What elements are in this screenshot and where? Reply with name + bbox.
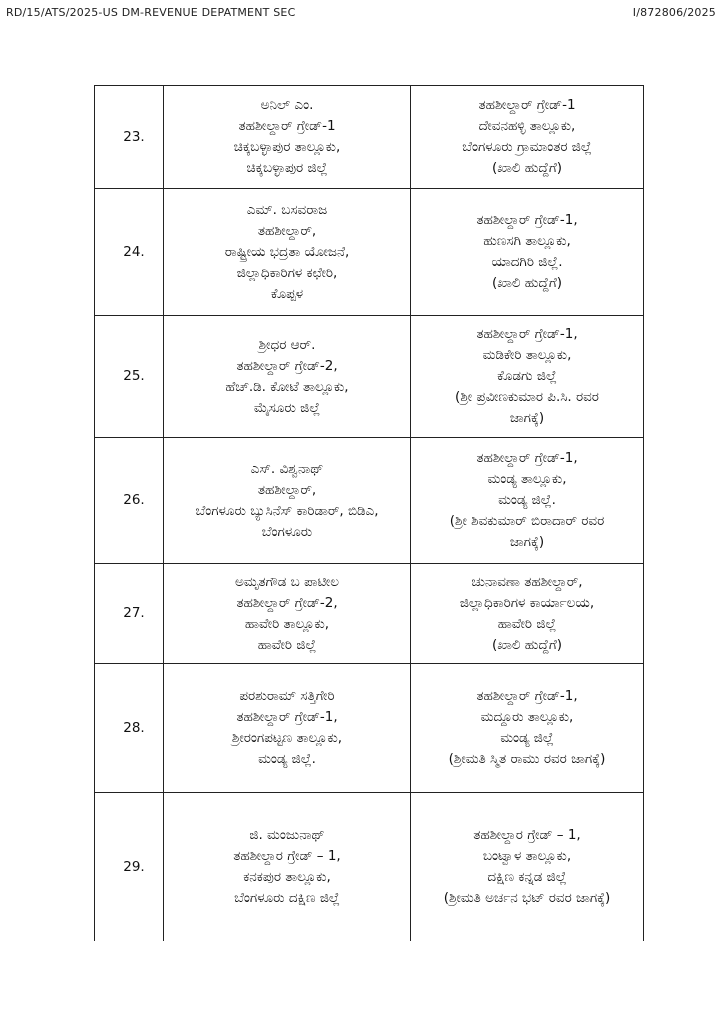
text-line: (ಖಾಲಿ ಹುದ್ದೆಗೆ) — [492, 636, 562, 653]
text-line: (ಖಾಲಿ ಹುದ್ದೆಗೆ) — [492, 160, 562, 176]
text-line: ಬೆಂಗಳೂರು ಗ್ರಾಮಾಂತರ ಜಿಲ್ಲೆ — [462, 139, 592, 155]
new-posting — [411, 189, 644, 316]
serial-number: 28. — [95, 664, 164, 793]
text-line: (ಖಾಲಿ ಹುದ್ದೆಗೆ) — [492, 275, 562, 291]
text-line: (ಶ್ರೀಮತಿ ಸ್ಮಿತ ರಾಮು ರವರ ಜಾಗಕ್ಕೆ) — [448, 751, 606, 767]
table-row — [95, 564, 644, 664]
text-line: ಜಿಲ್ಲಾಧಿಕಾರಿಗಳ ಕಛೇರಿ, — [236, 264, 338, 281]
table-row — [95, 664, 644, 793]
current-posting — [164, 316, 411, 438]
text-line: ದೇವನಹಳ್ಳಿ ತಾಲ್ಲೂಕು, — [478, 118, 576, 134]
current-posting — [164, 793, 411, 942]
serial-number: 26. — [95, 438, 164, 564]
text-line: ಹಾವೇರಿ ತಾಲ್ಲೂಕು, — [244, 615, 330, 632]
text-line: ಹೆಚ್.ಡಿ. ಕೋಟೆ ತಾಲ್ಲೂಕು, — [225, 378, 349, 395]
text-line: ಎಮ್. ಬಸವರಾಜ — [246, 201, 328, 218]
text-line: ಕೊಡಗು ಜಿಲ್ಲೆ — [497, 368, 557, 384]
current-posting — [164, 664, 411, 793]
text-line: ಯಾದಗಿರಿ ಜಿಲ್ಲೆ. — [491, 254, 563, 270]
text-line: ಎಸ್. ವಿಶ್ವನಾಥ್ — [250, 460, 324, 477]
text-line: ತಹಶೀಲ್ದಾರ ಗ್ರೇಡ್ – 1, — [233, 848, 341, 864]
serial-number: 29. — [95, 793, 164, 942]
text-line: ತಹಶೀಲ್ದಾರ್ ಗ್ರೇಡ್-1 — [478, 97, 576, 113]
text-line: ಬಂಟ್ವಾಳ ತಾಲ್ಲೂಕು, — [482, 848, 572, 864]
new-posting — [411, 664, 644, 793]
text-line: ಹುಣಸಗಿ ತಾಲ್ಲೂಕು, — [483, 233, 571, 249]
text-line: ಜಿ. ಮಂಜುನಾಥ್ — [249, 827, 325, 843]
text-line: ಶ್ರೀರಂಗಪಟ್ಟಣ ತಾಲ್ಲೂಕು, — [231, 730, 343, 746]
text-line: ತಹಶೀಲ್ದಾರ್ ಗ್ರೇಡ್-2, — [236, 594, 338, 611]
text-line: ಜಿಲ್ಲಾಧಿಕಾರಿಗಳ ಕಾರ್ಯಾಲಯ, — [459, 594, 595, 611]
text-line: ಜಾಗಕ್ಕೆ) — [509, 534, 545, 550]
new-posting — [411, 86, 644, 189]
document-reference: RD/15/ATS/2025-US DM-REVENUE DEPATMENT SEC — [6, 6, 296, 19]
text-line: ಹಾವೇರಿ ಜಿಲ್ಲೆ — [497, 615, 557, 632]
text-line: (ಶ್ರೀ ಶಿವಕುಮಾರ್ ಬಿರಾದಾರ್ ರವರ — [449, 513, 605, 529]
current-posting — [164, 86, 411, 189]
text-line: ಕೊಪ್ಪಳ — [270, 285, 304, 302]
text-line: ದಕ್ಷಿಣ ಕನ್ನಡ ಜಿಲ್ಲೆ — [487, 869, 567, 885]
text-line: ಕನಕಪುರ ತಾಲ್ಲೂಕು, — [243, 869, 331, 885]
serial-number: 24. — [95, 189, 164, 316]
text-line: ಚಿಕ್ಕಬಳ್ಳಾಪುರ ಜಿಲ್ಲೆ — [246, 160, 328, 176]
text-line: ಪರಶುರಾಮ್ ಸತ್ತಿಗೇರಿ — [239, 688, 335, 704]
text-line: ಮೈಸೂರು ಜಿಲ್ಲೆ — [253, 399, 321, 416]
text-line: (ಶ್ರೀಮತಿ ಅರ್ಚನ ಭಟ್ ರವರ ಜಾಗಕ್ಕೆ) — [443, 890, 611, 906]
new-posting — [411, 564, 644, 664]
text-line: ಶ್ರೀಧರ ಆರ್. — [258, 336, 316, 353]
text-line: ಮಂಡ್ಯ ಜಿಲ್ಲೆ — [500, 730, 554, 746]
current-posting — [164, 564, 411, 664]
text-line: ಹಾವೇರಿ ಜಿಲ್ಲೆ — [257, 636, 317, 653]
text-line: ಮಡಿಕೇರಿ ತಾಲ್ಲೂಕು, — [482, 347, 572, 363]
text-line: ಜಾಗಕ್ಕೆ) — [509, 410, 545, 426]
text-line: ತಹಶೀಲ್ದಾರ್ ಗ್ರೇಡ್-1, — [476, 326, 578, 342]
new-posting — [411, 793, 644, 942]
text-line: ತಹಶೀಲ್ದಾರ್ ಗ್ರೇಡ್-1 — [238, 118, 336, 134]
serial-number: 27. — [95, 564, 164, 664]
table-row — [95, 189, 644, 316]
text-line: ಮದ್ದೂರು ತಾಲ್ಲೂಕು, — [480, 709, 574, 725]
new-posting — [411, 438, 644, 564]
transfer-table — [94, 85, 644, 941]
text-line: ತಹಶೀಲ್ದಾರ್ ಗ್ರೇಡ್-1, — [476, 688, 578, 704]
text-line: ತಹಶೀಲ್ದಾರ್ ಗ್ರೇಡ್-2, — [236, 357, 338, 374]
text-line: ತಹಶೀಲ್ದಾರ್ ಗ್ರೇಡ್-1, — [236, 709, 338, 725]
text-line: ತಹಶೀಲ್ದಾರ್, — [257, 222, 317, 239]
text-line: ಮಂಡ್ಯ ಜಿಲ್ಲೆ. — [498, 492, 556, 508]
table-row — [95, 793, 644, 942]
text-line: ಮಂಡ್ಯ ಜಿಲ್ಲೆ. — [258, 751, 316, 767]
table-row — [95, 316, 644, 438]
new-posting — [411, 316, 644, 438]
text-line: ತಹಶೀಲ್ದಾರ್ ಗ್ರೇಡ್-1, — [476, 450, 578, 466]
text-line: ಬೆಂಗಳೂರು ದಕ್ಷಿಣ ಜಿಲ್ಲೆ — [234, 890, 340, 906]
document-number: I/872806/2025 — [632, 6, 716, 19]
table-row — [95, 86, 644, 189]
text-line: ತಹಶೀಲ್ದಾರ ಗ್ರೇಡ್ – 1, — [473, 827, 581, 843]
text-line: (ಶ್ರೀ ಪ್ರವೀಣಕುಮಾರ ಪಿ.ಸಿ. ರವರ — [455, 389, 599, 405]
text-line: ಅನಿಲ್ ಎಂ. — [260, 97, 314, 113]
serial-number: 25. — [95, 316, 164, 438]
text-line: ಬೆಂಗಳೂರು — [261, 523, 313, 540]
text-line: ಮಂಡ್ಯ ತಾಲ್ಲೂಕು, — [487, 471, 567, 487]
text-line: ತಹಶೀಲ್ದಾರ್, — [257, 481, 317, 498]
current-posting — [164, 189, 411, 316]
text-line: ಅಮೃತಗೌಡ ಬ ಪಾಟೀಲ — [235, 573, 339, 590]
serial-number: 23. — [95, 86, 164, 189]
current-posting — [164, 438, 411, 564]
text-line: ಚಿಕ್ಕಬಳ್ಳಾಪುರ ತಾಲ್ಲೂಕು, — [233, 139, 341, 155]
text-line: ಚುನಾವಣಾ ತಹಶೀಲ್ದಾರ್, — [471, 573, 583, 590]
text-line: ರಾಷ್ಟ್ರೀಯ ಭದ್ರತಾ ಯೋಜನೆ, — [224, 243, 350, 260]
table-row — [95, 438, 644, 564]
text-line: ತಹಶೀಲ್ದಾರ್ ಗ್ರೇಡ್-1, — [476, 212, 578, 228]
text-line: ಬೆಂಗಳೂರು ಬ್ಯುಸಿನೆಸ್ ಕಾರಿಡಾರ್, ಬಿಡಿಎ, — [195, 502, 379, 519]
